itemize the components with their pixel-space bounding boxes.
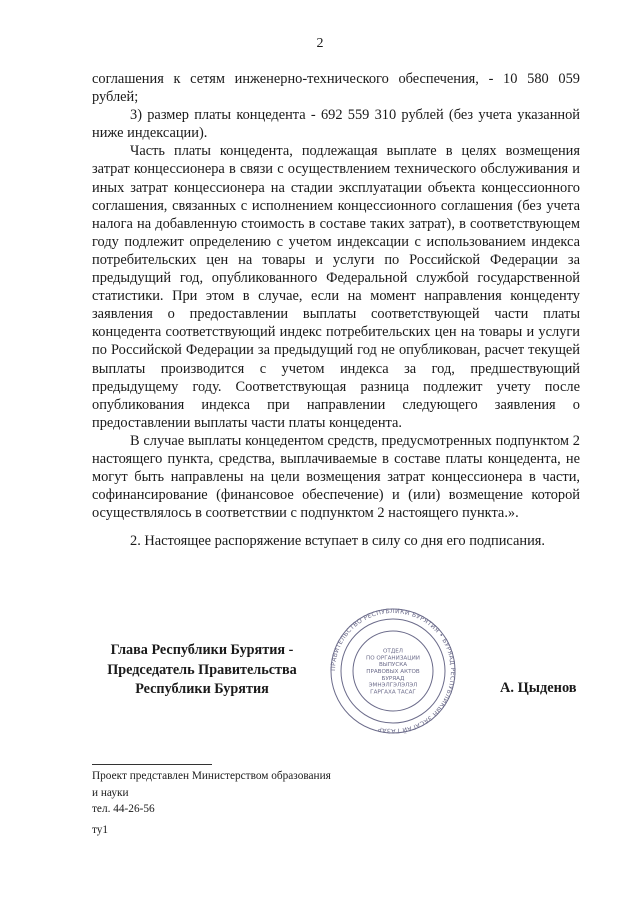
paragraph-subpoint-2: В случае выплаты концедентом средств, предусмотренных подпунктом 2 настоящего пункта, средства, выплачиваемые в составе платы концедента, не могут быть направлены на цели возмещения затрат концессионера в части, софинансирование (финансовое обеспечение) и (или) возмещение которой осуществлялось в соответствии с подпунктом 2 настоящего пункта.». <box>92 432 580 522</box>
footnote-phone: тел. 44-26-56 <box>92 803 155 815</box>
signer-name: А. Цыденов <box>500 680 577 696</box>
footnote-divider <box>92 764 212 765</box>
svg-text:ЭМНЭЛГЭЛЭЛЭЛ: ЭМНЭЛГЭЛЭЛЭЛ <box>368 682 418 689</box>
footnote-line: Проект представлен Министерством образования <box>92 770 331 782</box>
svg-text:ПО ОРГАНИЗАЦИИ: ПО ОРГАНИЗАЦИИ <box>366 655 420 662</box>
paragraph-effective-date: 2. Настоящее распоряжение вступает в силу со дня его подписания. <box>130 533 545 550</box>
svg-text:ПРАВИТЕЛЬСТВО РЕСПУБЛИКИ БУРЯТ: ПРАВИТЕЛЬСТВО РЕСПУБЛИКИ БУРЯТИЯ • БУРЯАД РЕСПУБЛИКЫН ЗАСАГАЙ ГАЗАР <box>329 607 457 735</box>
svg-text:ОТДЕЛ: ОТДЕЛ <box>383 648 403 655</box>
svg-text:ПРАВОВЫХ АКТОВ: ПРАВОВЫХ АКТОВ <box>366 669 420 675</box>
signature-title-line: Председатель Правительства <box>107 661 297 678</box>
svg-text:ВЫПУСКА: ВЫПУСКА <box>378 662 408 669</box>
signature-title-line: Глава Республики Бурятия - <box>110 642 294 658</box>
svg-text:ГАРГАХА ТАСАГ: ГАРГАХА ТАСАГ <box>370 689 416 696</box>
signature-title <box>102 641 302 700</box>
body-text <box>92 70 580 550</box>
paragraph-indexation: Часть платы концедента, подлежащая выплате в целях возмещения затрат концессионера в связи с осуществлением технического обслуживания и иных затрат концессионера на стадии эксплуатации объекта концессионного соглашения, связанных с исполнением концессионного соглашения (без учета налога на добавленную стоимость в составе таких затрат), в соответствующем году подлежит определению с учетом индексации с использованием индекса потребительских цен на товары и услуги по Российской Федерации за предыдущий год, опубликованного Федеральной службой государственной статистики. При этом в случае, если на момент направления концеденту заявления о предоставлении выплаты соответствующей части платы концедента соответствующий индекс потребительских цен на товары и услуги по Российской Федерации за предыдущий год не опубликован, расчет текущей выплаты производится с учетом индекса за год, предшествующий предыдущему году. Соответствующая разница подлежит учету после опубликования индекса при направлении следующего заявления о предоставлении выплаты части платы концедента. <box>92 143 580 431</box>
page-number: 2 <box>316 36 324 51</box>
footnote <box>92 768 331 818</box>
signature-title-line: Республики Бурятия <box>135 681 269 697</box>
official-stamp <box>318 607 468 735</box>
paragraph-item-3: 3) размер платы концедента - 692 559 310 рублей (без учета указанной ниже индексации). <box>92 107 580 142</box>
paragraph-continuation: соглашения к сетям инженерно-технического обеспечения, - 10 580 059 рублей; <box>92 71 580 106</box>
svg-text:БУРЯАД: БУРЯАД <box>381 675 405 682</box>
document-code: ту1 <box>92 824 109 836</box>
footnote-line: и науки <box>92 786 129 799</box>
